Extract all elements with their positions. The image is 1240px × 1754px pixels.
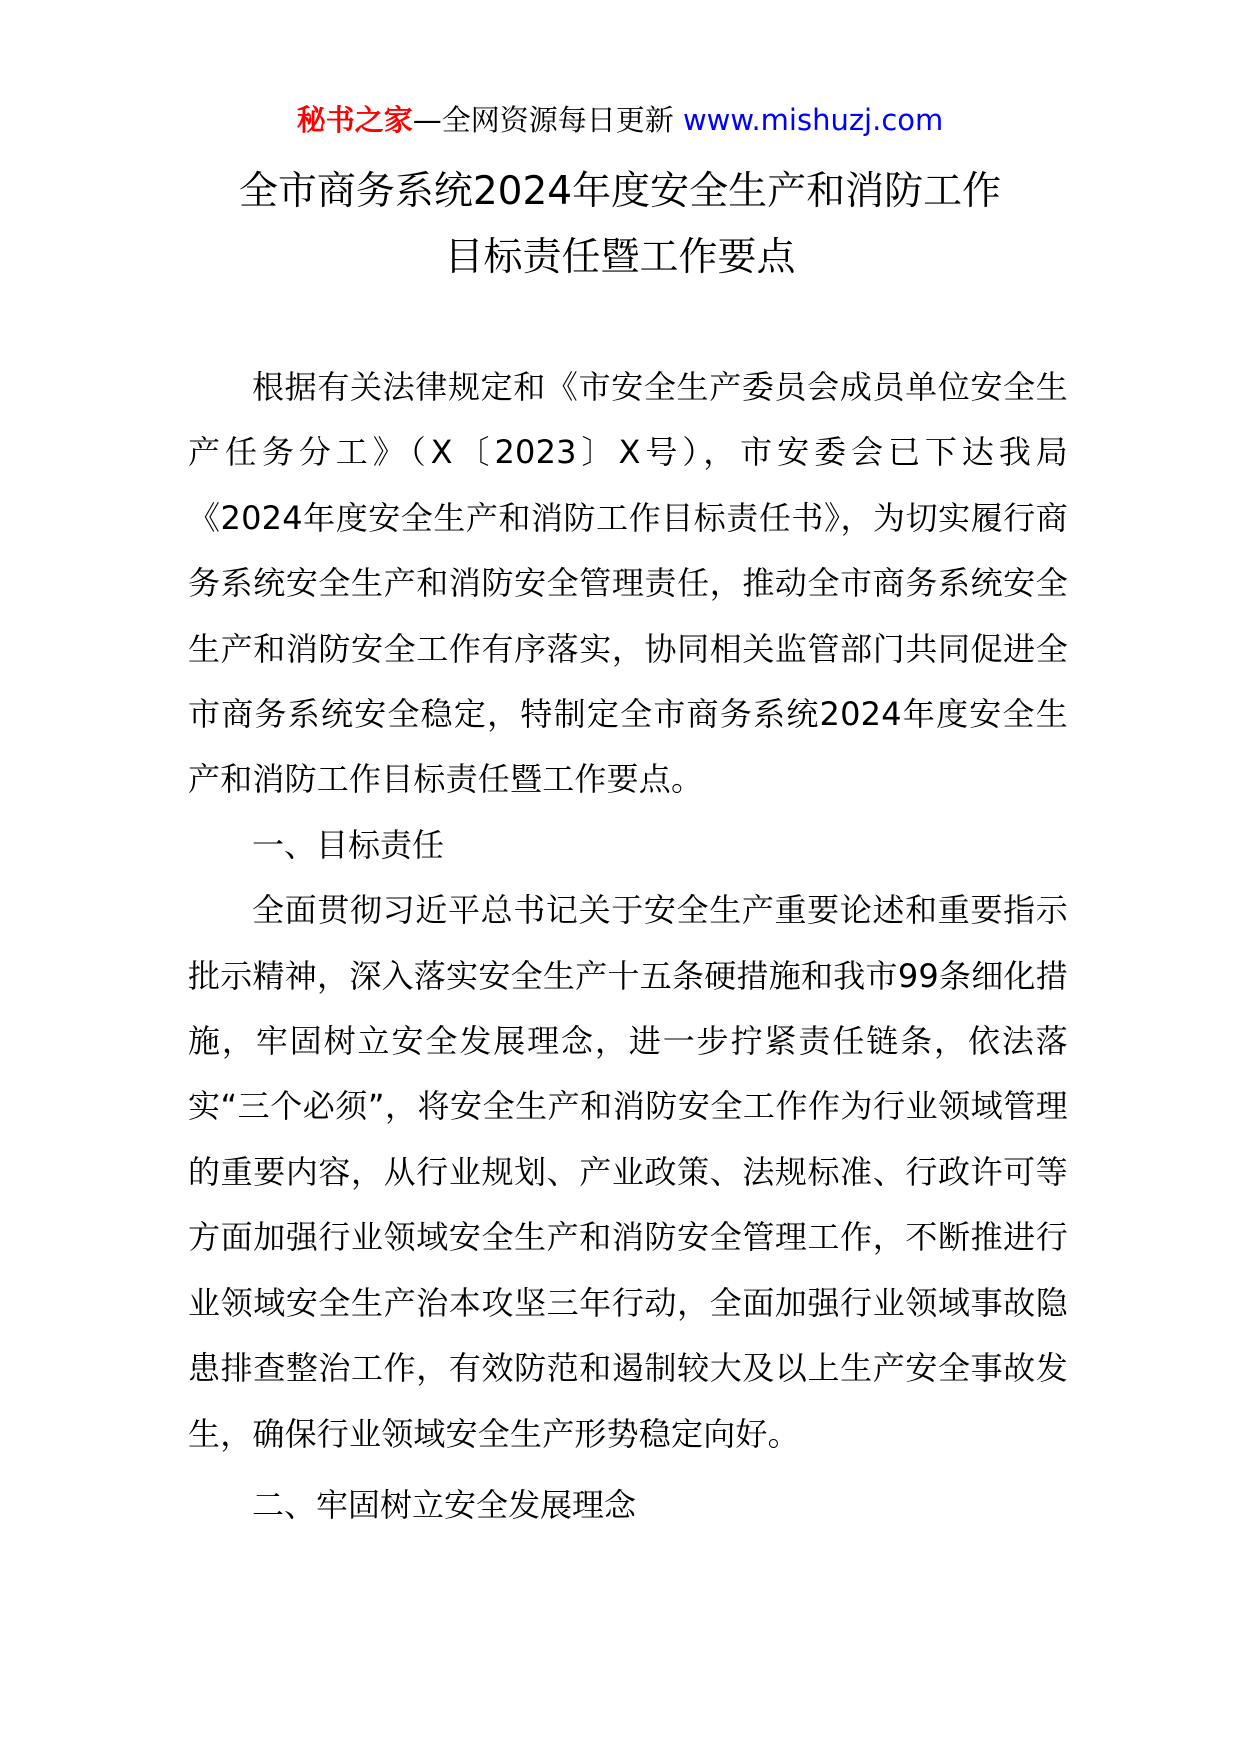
document-title-line-2: 目标责任暨工作要点 bbox=[444, 235, 796, 280]
document-title-line-1: 全市商务系统2024年度安全生产和消防工作 bbox=[238, 169, 1002, 214]
intro-paragraph: 根据有关法律规定和《市安全生产委员会成员单位安全生产任务分工》（X〔2023〕X号），市安委会已下达我局《2024年度安全生产和消防工作目标责任书》，为切实履行商务系统安全生产和消防安全管理责任，推动全市商务系统安全生产和消防安全工作有序落实，协同相关监管部门共同促进全市商务系统安全稳定，特制定全市商务系统2024年度安全生产和消防工作目标责任暨工作要点。 bbox=[188, 368, 1068, 799]
document-body bbox=[188, 355, 1068, 1538]
site-header bbox=[0, 100, 1240, 140]
brand-name: 秘书之家 bbox=[296, 103, 413, 137]
section-paragraph-1: 全面贯彻习近平总书记关于安全生产重要论述和重要指示批示精神，深入落实安全生产十五条硬措施和我市99条细化措施，牢固树立安全发展理念，进一步拧紧责任链条，依法落实“三个必须”，将安全生产和消防安全工作作为行业领域管理的重要内容，从行业规划、产业政策、法规标准、行政许可等方面加强行业领域安全生产和消防安全管理工作，不断推进行业领域安全生产治本攻坚三年行动，全面加强行业领域事故隐患排查整治工作，有效防范和遏制较大及以上生产安全事故发生，确保行业领域安全生产形势稳定向好。 bbox=[188, 891, 1068, 1453]
section-heading-1: 一、目标责任 bbox=[252, 825, 445, 864]
site-url[interactable]: www.mishuzj.com bbox=[682, 103, 944, 137]
header-slogan: —全网资源每日更新 bbox=[412, 103, 674, 137]
section-heading-2: 二、牢固树立安全发展理念 bbox=[252, 1485, 637, 1524]
